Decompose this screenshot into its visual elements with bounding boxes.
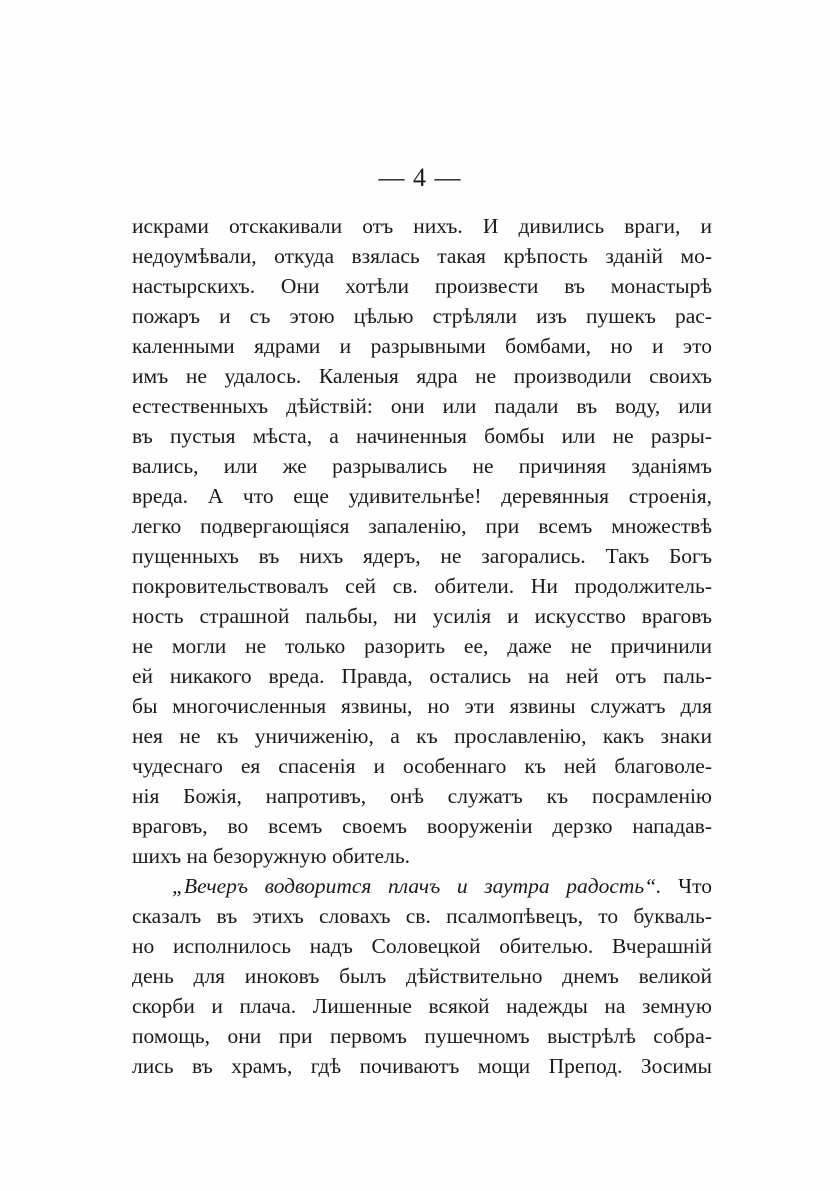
quote-line-rest: Что	[661, 874, 712, 898]
text-line: въ пустыя мѣста, а начиненныя бомбы или не разры-	[132, 424, 712, 448]
text-line: шихъ на безоружную обитель.	[132, 844, 411, 868]
text-line: пожаръ и съ этою цѣлью стрѣляли изъ пушекъ рас-	[132, 304, 712, 328]
text-line: естественныхъ дѣйствій: они или падали въ воду, или	[132, 394, 712, 418]
text-line: враговъ, во всемъ своемъ вооруженіи дерзко нападав-	[132, 814, 712, 838]
text-line: сказалъ въ этихъ словахъ св. псалмопѣвецъ, то букваль-	[132, 904, 712, 928]
text-line: вреда. А что еще удивительнѣе! деревянныя строенія,	[132, 484, 712, 508]
text-line: нея не къ уничиженію, а къ прославленію, какъ знаки	[132, 724, 712, 748]
text-line: недоумѣвали, откуда взялась такая крѣпость зданій мо-	[132, 244, 712, 268]
text-line: но исполнилось надъ Соловецкой обителью. Вчерашній	[132, 934, 712, 958]
text-line: помощь, они при первомъ пушечномъ выстрѣлѣ собра-	[132, 1024, 712, 1048]
text-line: имъ не удалось. Каленыя ядра не производили своихъ	[132, 364, 712, 388]
text-line: чудеснаго ея спасенія и особеннаго къ ней благоволе-	[132, 754, 712, 778]
text-line: день для иноковъ былъ дѣйствительно днемъ великой	[132, 964, 712, 988]
text-line: нія Божія, напротивъ, онѣ служатъ къ посрамленію	[132, 784, 712, 808]
text-line: искрами отскакивали отъ нихъ. И дивились враги, и	[132, 214, 712, 238]
text-line: настырскихъ. Они хотѣли произвести въ монастырѣ	[132, 274, 712, 298]
text-line: не могли не только разорить ее, даже не причинили	[132, 634, 712, 658]
text-line: пущенныхъ въ нихъ ядеръ, не загорались. Такъ Богъ	[132, 544, 712, 568]
body-text	[132, 211, 712, 1081]
psalm-quote: „Вечеръ водворится плачъ и заутра радость“.	[172, 874, 662, 898]
page-number: — 4 —	[378, 163, 462, 192]
text-line: вались, или же разрывались не причиняя зданіямъ	[132, 454, 712, 478]
quote-line	[132, 871, 712, 901]
text-line: лись въ храмъ, гдѣ почиваютъ мощи Препод. Зосимы	[132, 1054, 712, 1078]
text-line: бы многочисленныя язвины, но эти язвины служатъ для	[132, 694, 712, 718]
text-line: покровительствовалъ сей св. обители. Ни продолжитель-	[132, 574, 712, 598]
text-line: ность страшной пальбы, ни усилія и искусство враговъ	[132, 604, 712, 628]
text-line: легко подвергающіяся запаленію, при всемъ множествѣ	[132, 514, 712, 538]
text-line: ей никакого вреда. Правда, остались на ней отъ паль-	[132, 664, 712, 688]
text-line: скорби и плача. Лишенные всякой надежды на земную	[132, 994, 712, 1018]
text-line: каленными ядрами и разрывными бомбами, но и это	[132, 334, 712, 358]
